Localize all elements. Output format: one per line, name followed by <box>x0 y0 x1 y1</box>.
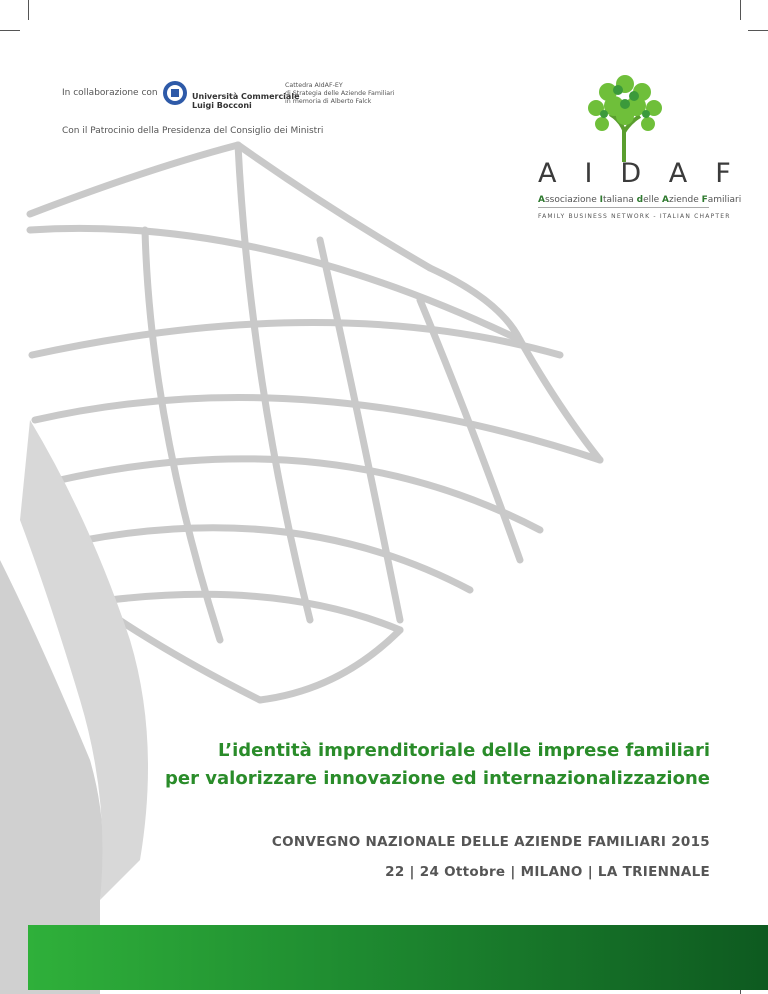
lattice-rib <box>35 398 600 461</box>
lattice-rib <box>110 594 400 630</box>
network-tagline: FAMILY BUSINESS NETWORK - ITALIAN CHAPTER <box>538 213 731 220</box>
subtitle-initial: A <box>662 195 670 205</box>
event-title <box>50 737 710 793</box>
convegno-heading: CONVEGNO NAZIONALE DELLE AZIENDE FAMILIARI 2015 <box>271 834 710 850</box>
lattice-rib <box>238 145 310 620</box>
footer-green-band <box>28 925 768 990</box>
event-date-location: 22 | 24 Ottobre | MILANO | LA TRIENNALE <box>385 864 710 880</box>
subtitle-initial: I <box>599 195 604 205</box>
cattedra-line-2: di Strategia delle Aziende Familiari <box>285 90 395 97</box>
event-title-line-1: L’identità imprenditoriale delle imprese familiari <box>217 740 710 761</box>
event-title-line-2: per valorizzare innovazione ed internazionalizzazione <box>165 768 710 789</box>
subtitle-initial: F <box>701 195 708 205</box>
subtitle-fragment: ssociazione <box>544 195 600 205</box>
subtitle-initial: A <box>538 195 545 205</box>
logo-divider <box>538 207 709 208</box>
lattice-rib <box>30 145 238 214</box>
lattice-rib <box>85 528 470 590</box>
aidaf-wordmark: AIDAF <box>538 158 759 189</box>
subtitle-fragment: amiliari <box>707 195 742 205</box>
tree-logo-icon <box>580 70 670 162</box>
collaboration-label: In collaborazione con <box>62 88 158 98</box>
patronage-text: Con il Patrocinio della Presidenza del Consiglio dei Ministri <box>62 126 324 136</box>
cattedra-line-3: in memoria di Alberto Falck <box>285 98 372 105</box>
university-line-1: Università Commerciale <box>192 92 300 101</box>
subtitle-fragment: elle <box>643 195 663 205</box>
lattice-rib <box>145 230 220 640</box>
cattedra-block <box>285 82 394 106</box>
lattice-rib <box>32 323 560 356</box>
cattedra-line-1: Cattedra AIdAF-EY <box>285 82 343 89</box>
lattice-rib <box>60 459 540 530</box>
subtitle-fragment: ziende <box>669 195 702 205</box>
subtitle-initial: d <box>636 195 644 205</box>
university-line-2: Luigi Bocconi <box>192 101 252 110</box>
aidaf-subtitle <box>538 195 741 205</box>
university-name <box>192 92 300 110</box>
subtitle-fragment: taliana <box>603 195 637 205</box>
bocconi-seal-icon <box>162 80 188 106</box>
lattice-rib <box>260 630 400 700</box>
lattice-rib <box>320 240 400 620</box>
